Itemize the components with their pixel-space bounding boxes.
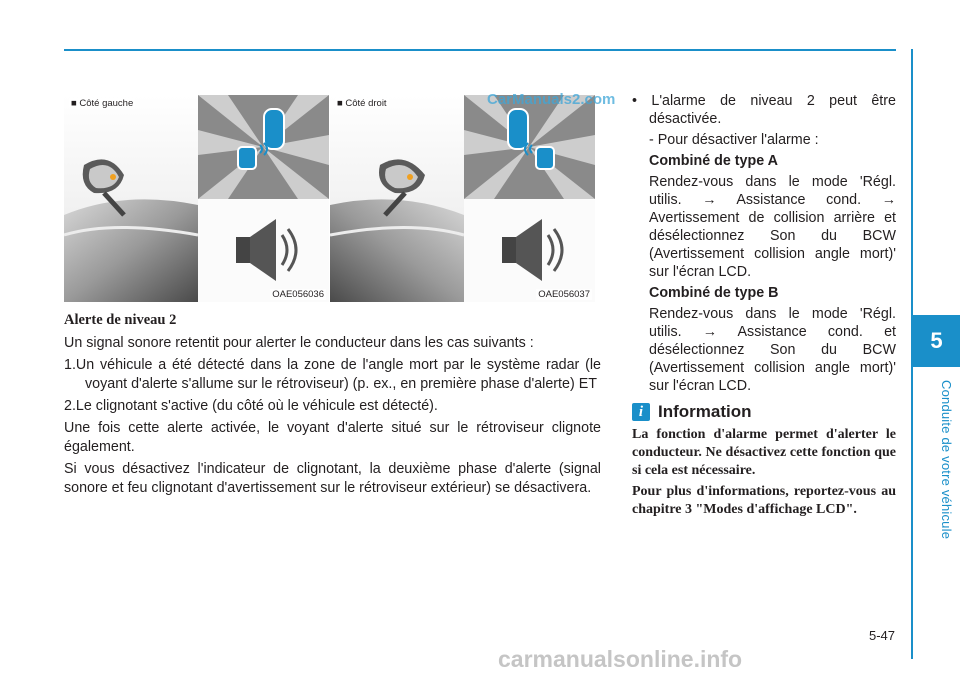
page-number: 5-47 [868,628,895,643]
chapter-tab[interactable]: 5 [913,315,960,367]
list-item: 2.Le clignotant s'active (du côté où le véhicule est détecté). [64,398,438,414]
radar-alert-panel-left [198,95,329,199]
information-text: Pour plus d'informations, reportez-vous au chapitre 3 "Modes d'affichage LCD". [632,484,896,517]
intro-paragraph: Un signal sonore retentit pour alerter le conducteur dans les cas suivants : [64,335,534,351]
info-icon: i [632,403,650,421]
speaker-icon-right [464,199,595,302]
speaker-icon-left [198,199,329,302]
information-title: Information [658,402,752,421]
type-b-title: Combiné de type B [649,285,779,301]
figure-code-right: OAE056037 [538,289,590,300]
type-b-text: Rendez-vous dans le mode 'Régl. utilis. → Assistance cond. et désélectionnez Son du BCW (Avertissement collision angle mort)' sur l'écran LCD. [649,306,896,394]
watermark-top: CarManuals2.com [487,91,616,108]
dash-item: - Pour désactiver l'alarme : [649,132,819,148]
list-item: 1.Un véhicule a été détecté dans la zone de l'angle mort par le système radar (le voyant d'alerte s'allume sur le rétroviseur) (p. ex., en première phase d'alerte) ET [64,357,601,392]
figure-label-right: ■ Côté droit [337,98,387,109]
watermark-bottom: carmanualsonline.info [498,646,743,672]
figure-right-side [330,95,595,302]
radar-alert-panel-right [464,95,595,199]
paragraph: Une fois cette alerte activée, le voyant d'alerte situé sur le rétroviseur clignote également. [64,420,601,455]
section-heading: Alerte de niveau 2 [64,312,177,328]
type-a-text: Rendez-vous dans le mode 'Régl. utilis. → Assistance cond. → Avertissement de collision arrière et désélectionnez Son du BCW (Avertissement collision angle mort)' sur l'écran LCD. [649,174,896,280]
figure-code-left: OAE056036 [272,289,324,300]
figure-left-side [64,95,329,302]
paragraph: Si vous désactivez l'indicateur de clignotant, la deuxième phase d'alerte (signal sonore et feu clignotant d'avertissement sur le rétroviseur extérieur) se désactivera. [64,461,601,496]
right-column-text [632,92,896,522]
top-rule [64,49,896,51]
chapter-title: Conduite de votre véhicule [939,380,954,540]
figure-label-left: ■ Côté gauche [71,98,134,109]
type-a-title: Combiné de type A [649,153,778,169]
bullet-item: • L'alarme de niveau 2 peut être désactivée. [632,93,896,127]
information-text: La fonction d'alarme permet d'alerter le conducteur. Ne désactivez cette fonction que si cela est nécessaire. [632,427,896,478]
information-header [632,403,896,421]
left-column-text [64,334,601,501]
